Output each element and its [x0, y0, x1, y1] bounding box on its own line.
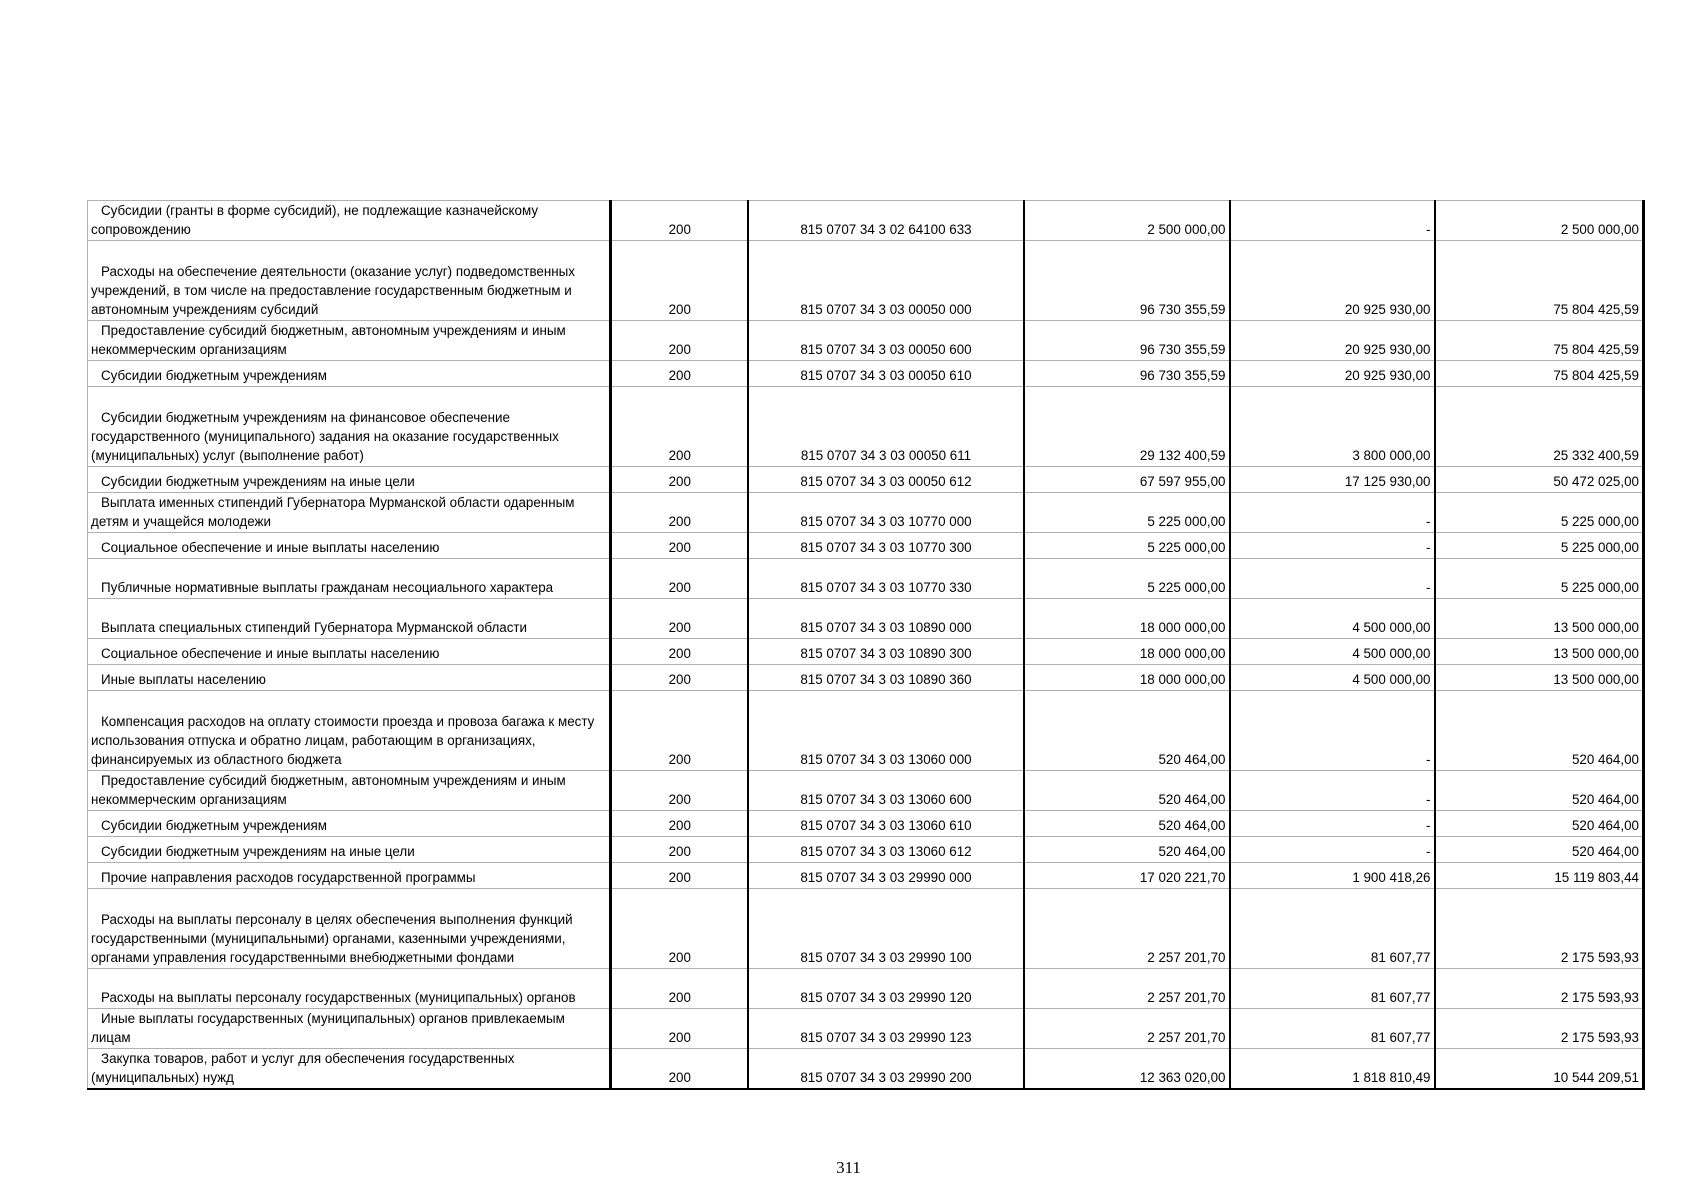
row-executed-amount: -: [1230, 691, 1435, 771]
row-admin-code: 200: [611, 863, 748, 889]
row-description: [88, 889, 611, 969]
budget-table-sheet: [87, 200, 1643, 1090]
row-classification-code: 815 0707 34 3 03 29990 123: [748, 1009, 1024, 1049]
row-approved-amount: 2 257 201,70: [1024, 1009, 1230, 1049]
table-row: [88, 559, 1644, 599]
row-description-text: Субсидии бюджетным учреждениям на иные цели: [101, 474, 415, 489]
row-remaining-amount: 5 225 000,00: [1435, 493, 1644, 533]
row-description: [88, 321, 611, 361]
row-classification-code: 815 0707 34 3 03 00050 612: [748, 467, 1024, 493]
row-executed-amount: 20 925 930,00: [1230, 321, 1435, 361]
row-description: [88, 837, 611, 863]
row-approved-amount: 2 257 201,70: [1024, 969, 1230, 1009]
table-row: [88, 361, 1644, 387]
row-remaining-amount: 2 175 593,93: [1435, 969, 1644, 1009]
row-admin-code: 200: [611, 559, 748, 599]
row-admin-code: 200: [611, 811, 748, 837]
row-remaining-amount: 520 464,00: [1435, 811, 1644, 837]
row-description-text: Компенсация расходов на оплату стоимости проезда и провоза багажа к месту использования отпуска и обратно лицам, работающим в организациях, финансируемых из областного бюджета: [91, 714, 595, 767]
row-approved-amount: 17 020 221,70: [1024, 863, 1230, 889]
row-description: [88, 467, 611, 493]
row-classification-code: 815 0707 34 3 03 29990 000: [748, 863, 1024, 889]
row-classification-code: 815 0707 34 3 03 00050 611: [748, 387, 1024, 467]
row-classification-code: 815 0707 34 3 03 00050 610: [748, 361, 1024, 387]
row-description-text: Выплата специальных стипендий Губернатора Мурманской области: [101, 620, 528, 635]
table-row: [88, 969, 1644, 1009]
row-remaining-amount: 25 332 400,59: [1435, 387, 1644, 467]
row-approved-amount: 520 464,00: [1024, 811, 1230, 837]
table-row: [88, 863, 1644, 889]
row-remaining-amount: 5 225 000,00: [1435, 559, 1644, 599]
row-classification-code: 815 0707 34 3 03 29990 120: [748, 969, 1024, 1009]
row-admin-code: 200: [611, 771, 748, 811]
row-admin-code: 200: [611, 533, 748, 559]
row-description: [88, 771, 611, 811]
row-executed-amount: -: [1230, 837, 1435, 863]
row-description-text: Закупка товаров, работ и услуг для обеспечения государственных (муниципальных) нужд: [91, 1051, 515, 1085]
row-description-text: Предоставление субсидий бюджетным, автономным учреждениям и иным некоммерческим организациям: [91, 773, 566, 807]
table-row: [88, 321, 1644, 361]
row-admin-code: 200: [611, 639, 748, 665]
row-classification-code: 815 0707 34 3 03 13060 000: [748, 691, 1024, 771]
row-approved-amount: 2 500 000,00: [1024, 201, 1230, 241]
row-classification-code: 815 0707 34 3 03 29990 100: [748, 889, 1024, 969]
row-classification-code: 815 0707 34 3 03 29990 200: [748, 1049, 1024, 1090]
row-description-text: Выплата именных стипендий Губернатора Мурманской области одаренным детям и учащейся молодежи: [91, 495, 575, 529]
row-classification-code: 815 0707 34 3 03 10890 300: [748, 639, 1024, 665]
row-remaining-amount: 5 225 000,00: [1435, 533, 1644, 559]
table-row: [88, 1009, 1644, 1049]
row-executed-amount: 4 500 000,00: [1230, 665, 1435, 691]
row-remaining-amount: 13 500 000,00: [1435, 639, 1644, 665]
row-executed-amount: -: [1230, 559, 1435, 599]
row-executed-amount: 81 607,77: [1230, 889, 1435, 969]
row-admin-code: 200: [611, 889, 748, 969]
row-classification-code: 815 0707 34 3 03 10890 000: [748, 599, 1024, 639]
row-description-text: Социальное обеспечение и иные выплаты населению: [101, 646, 440, 661]
row-remaining-amount: 10 544 209,51: [1435, 1049, 1644, 1090]
row-approved-amount: 29 132 400,59: [1024, 387, 1230, 467]
row-description-text: Иные выплаты населению: [101, 672, 266, 687]
row-description-text: Расходы на выплаты персоналу государственных (муниципальных) органов: [101, 990, 576, 1005]
row-description-text: Расходы на обеспечение деятельности (оказание услуг) подведомственных учреждений, в том числе на предоставление государственным бюджетным и автономным учреждениям субсидий: [91, 264, 575, 317]
row-description: [88, 201, 611, 241]
row-admin-code: 200: [611, 321, 748, 361]
row-description-text: Социальное обеспечение и иные выплаты населению: [101, 540, 440, 555]
row-description-text: Субсидии бюджетным учреждениям на иные цели: [101, 844, 415, 859]
row-admin-code: 200: [611, 665, 748, 691]
row-remaining-amount: 13 500 000,00: [1435, 599, 1644, 639]
row-classification-code: 815 0707 34 3 03 13060 610: [748, 811, 1024, 837]
row-admin-code: 200: [611, 599, 748, 639]
row-remaining-amount: 50 472 025,00: [1435, 467, 1644, 493]
row-admin-code: 200: [611, 361, 748, 387]
table-row: [88, 201, 1644, 241]
row-remaining-amount: 2 500 000,00: [1435, 201, 1644, 241]
table-row: [88, 665, 1644, 691]
row-executed-amount: -: [1230, 533, 1435, 559]
table-row: [88, 599, 1644, 639]
row-approved-amount: 18 000 000,00: [1024, 665, 1230, 691]
row-description-text: Предоставление субсидий бюджетным, автономным учреждениям и иным некоммерческим организациям: [91, 323, 566, 357]
row-description: [88, 1049, 611, 1090]
row-approved-amount: 96 730 355,59: [1024, 321, 1230, 361]
row-description-text: Иные выплаты государственных (муниципальных) органов привлекаемым лицам: [91, 1011, 565, 1045]
row-classification-code: 815 0707 34 3 03 00050 000: [748, 241, 1024, 321]
row-approved-amount: 12 363 020,00: [1024, 1049, 1230, 1090]
row-executed-amount: -: [1230, 493, 1435, 533]
row-classification-code: 815 0707 34 3 03 10770 300: [748, 533, 1024, 559]
budget-execution-table: [87, 200, 1645, 1090]
row-admin-code: 200: [611, 837, 748, 863]
row-remaining-amount: 15 119 803,44: [1435, 863, 1644, 889]
row-remaining-amount: 75 804 425,59: [1435, 321, 1644, 361]
row-approved-amount: 5 225 000,00: [1024, 559, 1230, 599]
table-row: [88, 241, 1644, 321]
row-admin-code: 200: [611, 201, 748, 241]
row-approved-amount: 5 225 000,00: [1024, 493, 1230, 533]
row-description: [88, 863, 611, 889]
row-description: [88, 1009, 611, 1049]
row-executed-amount: 1 900 418,26: [1230, 863, 1435, 889]
row-executed-amount: 20 925 930,00: [1230, 361, 1435, 387]
row-approved-amount: 520 464,00: [1024, 837, 1230, 863]
row-description: [88, 691, 611, 771]
row-remaining-amount: 2 175 593,93: [1435, 889, 1644, 969]
row-classification-code: 815 0707 34 3 03 10890 360: [748, 665, 1024, 691]
row-remaining-amount: 520 464,00: [1435, 837, 1644, 863]
table-row: [88, 691, 1644, 771]
table-row: [88, 771, 1644, 811]
row-classification-code: 815 0707 34 3 03 13060 600: [748, 771, 1024, 811]
row-admin-code: 200: [611, 1009, 748, 1049]
row-executed-amount: 3 800 000,00: [1230, 387, 1435, 467]
row-classification-code: 815 0707 34 3 03 10770 000: [748, 493, 1024, 533]
row-executed-amount: -: [1230, 771, 1435, 811]
table-row: [88, 533, 1644, 559]
row-approved-amount: 5 225 000,00: [1024, 533, 1230, 559]
row-admin-code: 200: [611, 387, 748, 467]
table-row: [88, 639, 1644, 665]
row-remaining-amount: 75 804 425,59: [1435, 241, 1644, 321]
row-classification-code: 815 0707 34 3 02 64100 633: [748, 201, 1024, 241]
row-executed-amount: 20 925 930,00: [1230, 241, 1435, 321]
row-admin-code: 200: [611, 241, 748, 321]
row-approved-amount: 2 257 201,70: [1024, 889, 1230, 969]
row-executed-amount: 81 607,77: [1230, 1009, 1435, 1049]
row-classification-code: 815 0707 34 3 03 10770 330: [748, 559, 1024, 599]
row-description: [88, 533, 611, 559]
row-approved-amount: 96 730 355,59: [1024, 361, 1230, 387]
table-row: [88, 387, 1644, 467]
row-description: [88, 241, 611, 321]
row-description: [88, 639, 611, 665]
table-row: [88, 1049, 1644, 1090]
row-executed-amount: 1 818 810,49: [1230, 1049, 1435, 1090]
row-approved-amount: 520 464,00: [1024, 691, 1230, 771]
row-approved-amount: 520 464,00: [1024, 771, 1230, 811]
row-approved-amount: 18 000 000,00: [1024, 639, 1230, 665]
row-executed-amount: 81 607,77: [1230, 969, 1435, 1009]
table-row: [88, 837, 1644, 863]
row-description: [88, 387, 611, 467]
row-description: [88, 599, 611, 639]
table-row: [88, 467, 1644, 493]
row-approved-amount: 96 730 355,59: [1024, 241, 1230, 321]
row-description: [88, 665, 611, 691]
row-description: [88, 493, 611, 533]
row-executed-amount: -: [1230, 201, 1435, 241]
row-executed-amount: 4 500 000,00: [1230, 639, 1435, 665]
page-number: 311: [836, 1158, 861, 1177]
row-description-text: Субсидии бюджетным учреждениям: [101, 818, 327, 833]
row-description: [88, 361, 611, 387]
row-admin-code: 200: [611, 1049, 748, 1090]
table-row: [88, 811, 1644, 837]
row-remaining-amount: 520 464,00: [1435, 691, 1644, 771]
row-description-text: Публичные нормативные выплаты гражданам несоциального характера: [101, 580, 554, 595]
row-executed-amount: 17 125 930,00: [1230, 467, 1435, 493]
row-classification-code: 815 0707 34 3 03 13060 612: [748, 837, 1024, 863]
row-approved-amount: 67 597 955,00: [1024, 467, 1230, 493]
row-description-text: Субсидии (гранты в форме субсидий), не подлежащие казначейскому сопровождению: [91, 203, 539, 237]
row-description-text: Прочие направления расходов государственной программы: [101, 870, 476, 885]
row-approved-amount: 18 000 000,00: [1024, 599, 1230, 639]
row-admin-code: 200: [611, 691, 748, 771]
row-admin-code: 200: [611, 969, 748, 1009]
row-remaining-amount: 13 500 000,00: [1435, 665, 1644, 691]
row-description-text: Расходы на выплаты персоналу в целях обеспечения выполнения функций государственными (муниципальными) органами, казенными учреждениями, органами управления государственными внебюджетными фондами: [91, 912, 573, 965]
row-admin-code: 200: [611, 467, 748, 493]
row-remaining-amount: 2 175 593,93: [1435, 1009, 1644, 1049]
row-description: [88, 811, 611, 837]
table-row: [88, 889, 1644, 969]
row-description-text: Субсидии бюджетным учреждениям: [101, 368, 327, 383]
row-description-text: Субсидии бюджетным учреждениям на финансовое обеспечение государственного (муниципального) задания на оказание государственных (муниципальных) услуг (выполнение работ): [91, 410, 559, 463]
row-admin-code: 200: [611, 493, 748, 533]
row-executed-amount: 4 500 000,00: [1230, 599, 1435, 639]
row-description: [88, 969, 611, 1009]
row-remaining-amount: 520 464,00: [1435, 771, 1644, 811]
row-remaining-amount: 75 804 425,59: [1435, 361, 1644, 387]
table-row: [88, 493, 1644, 533]
row-classification-code: 815 0707 34 3 03 00050 600: [748, 321, 1024, 361]
row-executed-amount: -: [1230, 811, 1435, 837]
row-description: [88, 559, 611, 599]
